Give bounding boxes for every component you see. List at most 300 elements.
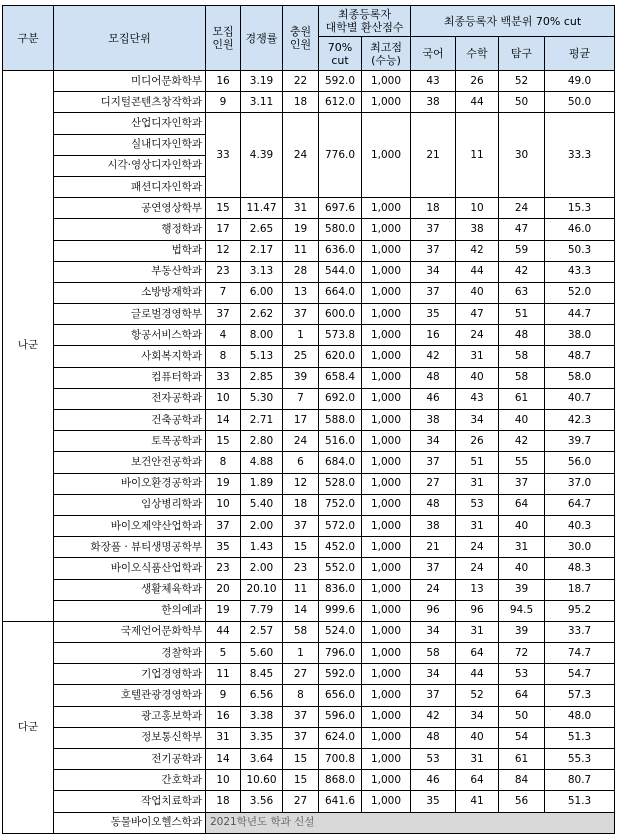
max-cell: 1,000 [362, 494, 411, 515]
unit-cell: 디지털콘텐츠창작학과 [54, 92, 206, 113]
explore-cell: 40 [499, 410, 545, 431]
math-cell: 13 [456, 579, 499, 600]
unit-cell: 미디어문화학부 [54, 71, 206, 92]
quota-cell: 15 [206, 431, 241, 452]
competition-cell: 20.10 [241, 579, 283, 600]
max-cell: 1,000 [362, 325, 411, 346]
unit-cell: 컴퓨터학과 [54, 367, 206, 388]
max-cell: 1,000 [362, 643, 411, 664]
unit-cell: 바이오제약산업학과 [54, 515, 206, 536]
max-cell: 1,000 [362, 579, 411, 600]
max-cell: 1,000 [362, 664, 411, 685]
quota-cell: 37 [206, 304, 241, 325]
math-cell: 42 [456, 240, 499, 261]
table-row [3, 410, 615, 431]
table-row [3, 325, 615, 346]
quota-cell: 9 [206, 685, 241, 706]
avg-cell: 44.7 [545, 304, 615, 325]
header-competition: 경쟁률 [241, 6, 283, 71]
competition-cell: 1.43 [241, 537, 283, 558]
korean-cell: 35 [411, 791, 456, 812]
table-row [3, 367, 615, 388]
competition-cell: 3.38 [241, 706, 283, 727]
competition-cell: 3.64 [241, 749, 283, 770]
explore-cell: 54 [499, 727, 545, 748]
explore-cell: 94.5 [499, 600, 545, 621]
explore-cell: 64 [499, 685, 545, 706]
math-cell: 31 [456, 346, 499, 367]
table-row [3, 727, 615, 748]
quota-cell: 33 [206, 367, 241, 388]
korean-cell: 34 [411, 621, 456, 642]
quota-cell: 18 [206, 791, 241, 812]
math-cell: 26 [456, 431, 499, 452]
explore-cell: 55 [499, 452, 545, 473]
unit-cell: 정보통신학부 [54, 727, 206, 748]
avg-cell: 55.3 [545, 749, 615, 770]
waitlist-cell: 11 [283, 240, 319, 261]
table-row [3, 71, 615, 92]
math-cell: 31 [456, 749, 499, 770]
table-row [3, 494, 615, 515]
table-row [3, 92, 615, 113]
cut70-cell: 552.0 [319, 558, 362, 579]
max-cell: 1,000 [362, 621, 411, 642]
cut70-cell: 656.0 [319, 685, 362, 706]
waitlist-cell: 24 [283, 113, 319, 198]
table-row [3, 198, 615, 219]
table-row [3, 346, 615, 367]
header-waitlist: 충원 인원 [283, 6, 319, 71]
cut70-cell: 999.6 [319, 600, 362, 621]
explore-cell: 53 [499, 664, 545, 685]
table-row [3, 261, 615, 282]
table-row [3, 706, 615, 727]
table-row [3, 749, 615, 770]
explore-cell: 58 [499, 346, 545, 367]
unit-cell: 시각·영상디자인학과 [54, 155, 206, 176]
korean-cell: 27 [411, 473, 456, 494]
max-cell: 1,000 [362, 113, 411, 198]
waitlist-cell: 7 [283, 388, 319, 409]
korean-cell: 37 [411, 452, 456, 473]
math-cell: 34 [456, 410, 499, 431]
korean-cell: 16 [411, 325, 456, 346]
avg-cell: 37.0 [545, 473, 615, 494]
table-row [3, 770, 615, 791]
korean-cell: 46 [411, 770, 456, 791]
competition-cell: 2.65 [241, 219, 283, 240]
waitlist-cell: 27 [283, 791, 319, 812]
max-cell: 1,000 [362, 92, 411, 113]
max-cell: 1,000 [362, 537, 411, 558]
avg-cell: 48.3 [545, 558, 615, 579]
math-cell: 43 [456, 388, 499, 409]
quota-cell: 11 [206, 664, 241, 685]
quota-cell: 44 [206, 621, 241, 642]
korean-cell: 48 [411, 367, 456, 388]
unit-cell: 간호학과 [54, 770, 206, 791]
avg-cell: 33.3 [545, 113, 615, 198]
korean-cell: 34 [411, 664, 456, 685]
unit-cell: 동물바이오헬스학과 [54, 812, 206, 833]
unit-cell: 사회복지학과 [54, 346, 206, 367]
quota-cell: 8 [206, 452, 241, 473]
avg-cell: 18.7 [545, 579, 615, 600]
unit-cell: 건축공학과 [54, 410, 206, 431]
waitlist-cell: 15 [283, 537, 319, 558]
max-cell: 1,000 [362, 431, 411, 452]
max-cell: 1,000 [362, 282, 411, 303]
waitlist-cell: 37 [283, 304, 319, 325]
quota-cell: 16 [206, 706, 241, 727]
explore-cell: 59 [499, 240, 545, 261]
unit-cell: 기업경영학과 [54, 664, 206, 685]
header-final-conv: 최종등록자 대학별 환산점수 [319, 6, 411, 37]
table-row [3, 600, 615, 621]
explore-cell: 50 [499, 92, 545, 113]
unit-cell: 전기공학과 [54, 749, 206, 770]
korean-cell: 58 [411, 643, 456, 664]
max-cell: 1,000 [362, 388, 411, 409]
korean-cell: 42 [411, 346, 456, 367]
avg-cell: 30.0 [545, 537, 615, 558]
cut70-cell: 528.0 [319, 473, 362, 494]
cut70-cell: 592.0 [319, 664, 362, 685]
avg-cell: 33.7 [545, 621, 615, 642]
math-cell: 31 [456, 515, 499, 536]
quota-cell: 7 [206, 282, 241, 303]
explore-cell: 24 [499, 198, 545, 219]
avg-cell: 42.3 [545, 410, 615, 431]
max-cell: 1,000 [362, 749, 411, 770]
unit-cell: 패션디자인학과 [54, 176, 206, 197]
max-cell: 1,000 [362, 558, 411, 579]
quota-cell: 19 [206, 600, 241, 621]
avg-cell: 39.7 [545, 431, 615, 452]
competition-cell: 3.56 [241, 791, 283, 812]
explore-cell: 72 [499, 643, 545, 664]
max-cell: 1,000 [362, 240, 411, 261]
competition-cell: 7.79 [241, 600, 283, 621]
avg-cell: 48.7 [545, 346, 615, 367]
waitlist-cell: 11 [283, 579, 319, 600]
cut70-cell: 641.6 [319, 791, 362, 812]
explore-cell: 56 [499, 791, 545, 812]
competition-cell: 4.39 [241, 113, 283, 198]
korean-cell: 48 [411, 727, 456, 748]
avg-cell: 74.7 [545, 643, 615, 664]
explore-cell: 42 [499, 261, 545, 282]
korean-cell: 37 [411, 685, 456, 706]
competition-cell: 1.89 [241, 473, 283, 494]
cut70-cell: 572.0 [319, 515, 362, 536]
unit-cell: 한의예과 [54, 600, 206, 621]
explore-cell: 39 [499, 621, 545, 642]
avg-cell: 49.0 [545, 71, 615, 92]
avg-cell: 51.3 [545, 727, 615, 748]
header-avg: 평균 [545, 37, 615, 71]
avg-cell: 48.0 [545, 706, 615, 727]
math-cell: 11 [456, 113, 499, 198]
math-cell: 24 [456, 558, 499, 579]
unit-cell: 토목공학과 [54, 431, 206, 452]
quota-cell: 17 [206, 219, 241, 240]
math-cell: 96 [456, 600, 499, 621]
unit-cell: 소방방재학과 [54, 282, 206, 303]
cut70-cell: 524.0 [319, 621, 362, 642]
avg-cell: 50.0 [545, 92, 615, 113]
waitlist-cell: 13 [283, 282, 319, 303]
header-final-pct: 최종등록자 백분위 70% cut [411, 6, 615, 37]
korean-cell: 37 [411, 558, 456, 579]
table-row [3, 388, 615, 409]
max-cell: 1,000 [362, 261, 411, 282]
competition-cell: 6.00 [241, 282, 283, 303]
avg-cell: 46.0 [545, 219, 615, 240]
competition-cell: 10.60 [241, 770, 283, 791]
math-cell: 24 [456, 325, 499, 346]
header-korean: 국어 [411, 37, 456, 71]
korean-cell: 37 [411, 240, 456, 261]
cut70-cell: 620.0 [319, 346, 362, 367]
avg-cell: 95.2 [545, 600, 615, 621]
table-body [3, 71, 615, 834]
avg-cell: 43.3 [545, 261, 615, 282]
cut70-cell: 636.0 [319, 240, 362, 261]
competition-cell: 11.47 [241, 198, 283, 219]
cut70-cell: 776.0 [319, 113, 362, 198]
waitlist-cell: 6 [283, 452, 319, 473]
explore-cell: 40 [499, 558, 545, 579]
table-row [3, 282, 615, 303]
quota-cell: 37 [206, 515, 241, 536]
header-explore: 탐구 [499, 37, 545, 71]
waitlist-cell: 15 [283, 770, 319, 791]
avg-cell: 50.3 [545, 240, 615, 261]
competition-cell: 5.13 [241, 346, 283, 367]
competition-cell: 3.19 [241, 71, 283, 92]
cut70-cell: 452.0 [319, 537, 362, 558]
math-cell: 34 [456, 706, 499, 727]
new-dept-note: 2021학년도 학과 신설 [206, 812, 615, 833]
avg-cell: 57.3 [545, 685, 615, 706]
explore-cell: 39 [499, 579, 545, 600]
math-cell: 40 [456, 727, 499, 748]
unit-cell: 실내디자인학과 [54, 134, 206, 155]
avg-cell: 40.7 [545, 388, 615, 409]
cut70-cell: 588.0 [319, 410, 362, 431]
waitlist-cell: 17 [283, 410, 319, 431]
korean-cell: 53 [411, 749, 456, 770]
waitlist-cell: 8 [283, 685, 319, 706]
waitlist-cell: 31 [283, 198, 319, 219]
math-cell: 10 [456, 198, 499, 219]
avg-cell: 80.7 [545, 770, 615, 791]
avg-cell: 38.0 [545, 325, 615, 346]
max-cell: 1,000 [362, 791, 411, 812]
cut70-cell: 573.8 [319, 325, 362, 346]
table-row [3, 558, 615, 579]
cut70-cell: 600.0 [319, 304, 362, 325]
table-row [3, 219, 615, 240]
header-unit: 모집단위 [54, 6, 206, 71]
competition-cell: 5.60 [241, 643, 283, 664]
avg-cell: 40.3 [545, 515, 615, 536]
quota-cell: 35 [206, 537, 241, 558]
cut70-cell: 796.0 [319, 643, 362, 664]
math-cell: 24 [456, 537, 499, 558]
competition-cell: 5.40 [241, 494, 283, 515]
waitlist-cell: 39 [283, 367, 319, 388]
math-cell: 47 [456, 304, 499, 325]
cut70-cell: 624.0 [319, 727, 362, 748]
waitlist-cell: 1 [283, 643, 319, 664]
cut70-cell: 692.0 [319, 388, 362, 409]
quota-cell: 23 [206, 558, 241, 579]
unit-cell: 바이오환경공학과 [54, 473, 206, 494]
cut70-cell: 516.0 [319, 431, 362, 452]
avg-cell: 52.0 [545, 282, 615, 303]
competition-cell: 3.35 [241, 727, 283, 748]
korean-cell: 37 [411, 282, 456, 303]
korean-cell: 46 [411, 388, 456, 409]
cut70-cell: 700.8 [319, 749, 362, 770]
explore-cell: 47 [499, 219, 545, 240]
admission-table [2, 5, 615, 834]
korean-cell: 38 [411, 515, 456, 536]
table-row [3, 515, 615, 536]
competition-cell: 2.71 [241, 410, 283, 431]
waitlist-cell: 12 [283, 473, 319, 494]
avg-cell: 51.3 [545, 791, 615, 812]
table-row [3, 473, 615, 494]
explore-cell: 51 [499, 304, 545, 325]
math-cell: 31 [456, 473, 499, 494]
group-cell: 다군 [3, 621, 54, 833]
quota-cell: 23 [206, 261, 241, 282]
competition-cell: 2.17 [241, 240, 283, 261]
table-row [3, 452, 615, 473]
quota-cell: 14 [206, 410, 241, 431]
competition-cell: 3.13 [241, 261, 283, 282]
cut70-cell: 596.0 [319, 706, 362, 727]
quota-cell: 19 [206, 473, 241, 494]
korean-cell: 21 [411, 537, 456, 558]
waitlist-cell: 58 [283, 621, 319, 642]
cut70-cell: 752.0 [319, 494, 362, 515]
quota-cell: 16 [206, 71, 241, 92]
math-cell: 41 [456, 791, 499, 812]
cut70-cell: 658.4 [319, 367, 362, 388]
group-cell: 나군 [3, 71, 54, 622]
quota-cell: 14 [206, 749, 241, 770]
explore-cell: 84 [499, 770, 545, 791]
korean-cell: 34 [411, 261, 456, 282]
unit-cell: 항공서비스학과 [54, 325, 206, 346]
korean-cell: 96 [411, 600, 456, 621]
header-math: 수학 [456, 37, 499, 71]
avg-cell: 64.7 [545, 494, 615, 515]
math-cell: 53 [456, 494, 499, 515]
math-cell: 26 [456, 71, 499, 92]
math-cell: 52 [456, 685, 499, 706]
korean-cell: 24 [411, 579, 456, 600]
explore-cell: 42 [499, 431, 545, 452]
unit-cell: 광고홍보학과 [54, 706, 206, 727]
unit-cell: 법학과 [54, 240, 206, 261]
table-row [3, 664, 615, 685]
competition-cell: 2.85 [241, 367, 283, 388]
waitlist-cell: 18 [283, 92, 319, 113]
competition-cell: 8.45 [241, 664, 283, 685]
competition-cell: 6.56 [241, 685, 283, 706]
waitlist-cell: 19 [283, 219, 319, 240]
math-cell: 64 [456, 643, 499, 664]
max-cell: 1,000 [362, 473, 411, 494]
table-row [3, 240, 615, 261]
competition-cell: 2.57 [241, 621, 283, 642]
cut70-cell: 544.0 [319, 261, 362, 282]
header-group: 구분 [3, 6, 54, 71]
max-cell: 1,000 [362, 452, 411, 473]
unit-cell: 바이오식품산업학과 [54, 558, 206, 579]
explore-cell: 63 [499, 282, 545, 303]
table-row [3, 431, 615, 452]
unit-cell: 산업디자인학과 [54, 113, 206, 134]
korean-cell: 48 [411, 494, 456, 515]
quota-cell: 10 [206, 388, 241, 409]
max-cell: 1,000 [362, 198, 411, 219]
avg-cell: 54.7 [545, 664, 615, 685]
quota-cell: 10 [206, 494, 241, 515]
waitlist-cell: 27 [283, 664, 319, 685]
unit-cell: 행정학과 [54, 219, 206, 240]
math-cell: 44 [456, 261, 499, 282]
math-cell: 38 [456, 219, 499, 240]
max-cell: 1,000 [362, 346, 411, 367]
waitlist-cell: 1 [283, 325, 319, 346]
avg-cell: 15.3 [545, 198, 615, 219]
max-cell: 1,000 [362, 727, 411, 748]
quota-cell: 15 [206, 198, 241, 219]
korean-cell: 34 [411, 431, 456, 452]
competition-cell: 2.62 [241, 304, 283, 325]
cut70-cell: 697.6 [319, 198, 362, 219]
cut70-cell: 684.0 [319, 452, 362, 473]
korean-cell: 37 [411, 219, 456, 240]
unit-cell: 전자공학과 [54, 388, 206, 409]
math-cell: 44 [456, 664, 499, 685]
competition-cell: 3.11 [241, 92, 283, 113]
unit-cell: 작업치료학과 [54, 791, 206, 812]
max-cell: 1,000 [362, 706, 411, 727]
math-cell: 44 [456, 92, 499, 113]
competition-cell: 8.00 [241, 325, 283, 346]
cut70-cell: 580.0 [319, 219, 362, 240]
waitlist-cell: 18 [283, 494, 319, 515]
header-cut70: 70% cut [319, 37, 362, 71]
waitlist-cell: 22 [283, 71, 319, 92]
waitlist-cell: 28 [283, 261, 319, 282]
quota-cell: 9 [206, 92, 241, 113]
waitlist-cell: 23 [283, 558, 319, 579]
quota-cell: 12 [206, 240, 241, 261]
korean-cell: 18 [411, 198, 456, 219]
explore-cell: 58 [499, 367, 545, 388]
unit-cell: 부동산학과 [54, 261, 206, 282]
waitlist-cell: 37 [283, 727, 319, 748]
